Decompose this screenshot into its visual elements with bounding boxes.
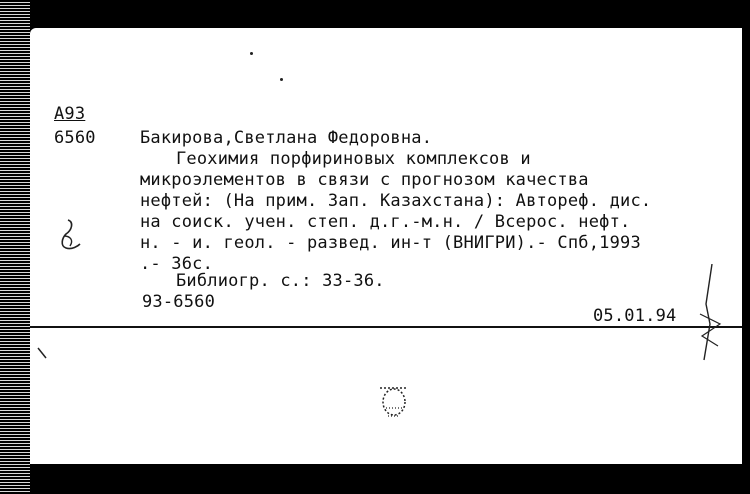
catalog-card bbox=[30, 28, 742, 464]
corner-tick bbox=[36, 346, 50, 364]
pencil-scribble bbox=[690, 264, 730, 364]
title-line-6: .- 36с. bbox=[140, 254, 214, 274]
record-number: 6560 bbox=[54, 128, 96, 148]
scan-edge-noise bbox=[0, 0, 30, 494]
speck bbox=[280, 78, 283, 81]
shelfmark: А93 bbox=[54, 104, 86, 124]
title-line-4: на соиск. учен. степ. д.г.-м.н. / Всерос. нефт. bbox=[140, 212, 631, 232]
speck bbox=[250, 52, 253, 55]
author-heading: Бакирова,Светлана Федоровна. bbox=[140, 128, 433, 148]
punch-hole-mark bbox=[374, 378, 414, 422]
bibliography-note: Библиогр. с.: 33-36. bbox=[176, 271, 385, 291]
title-line-3: нефтей: (На прим. Зап. Казахстана): Автореф. дис. bbox=[140, 191, 652, 211]
title-line-1: Геохимия порфириновых комплексов и bbox=[176, 149, 531, 169]
accession-number: 93-6560 bbox=[142, 292, 216, 312]
handwritten-mark bbox=[56, 216, 86, 256]
date-stamp: 05.01.94 bbox=[593, 306, 677, 326]
card-divider bbox=[30, 326, 742, 328]
title-line-2: микроэлементов в связи с прогнозом качества bbox=[140, 170, 589, 190]
title-line-5: н. - и. геол. - развед. ин-т (ВНИГРИ).- Спб,1993 bbox=[140, 233, 641, 253]
